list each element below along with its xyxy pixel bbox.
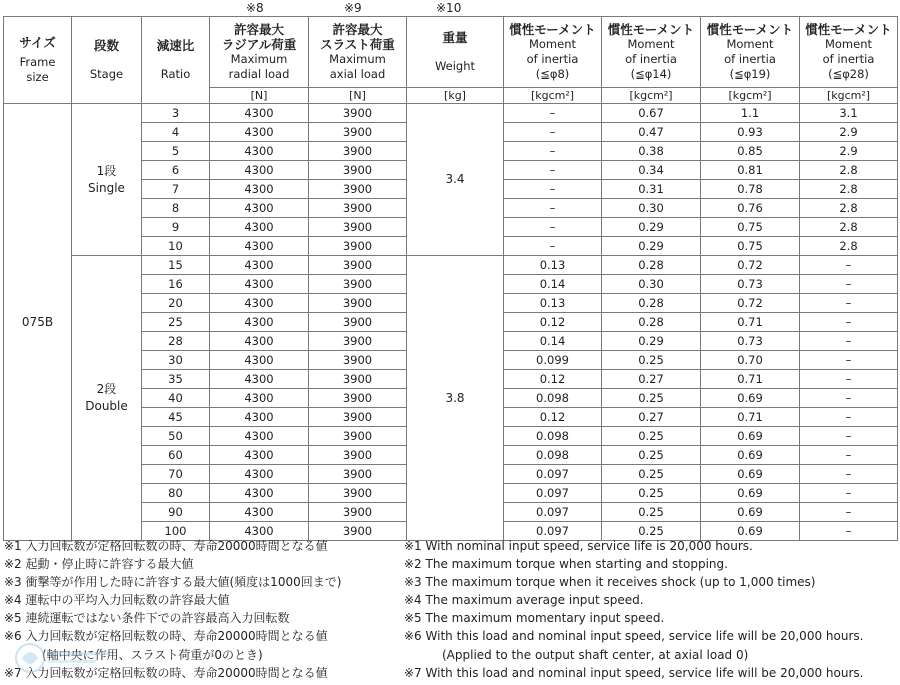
inertia-19-cell: 0.69 (701, 465, 800, 484)
radial-load-cell: 4300 (210, 161, 309, 180)
col-ratio: 減速比 Ratio (142, 17, 210, 104)
ratio-cell: 4 (142, 123, 210, 142)
note-jp-6-sub: (軸中央に作用、スラスト荷重が0のとき) (42, 647, 263, 662)
note-en-6: ※6 With this load and nominal input speed, service life will be 20,000 hours. (404, 629, 864, 644)
radial-load-cell: 4300 (210, 104, 309, 123)
note-jp-4: ※4 運転中の平均入力回転数の許容最大値 (4, 593, 230, 608)
inertia-28-cell: – (800, 275, 898, 294)
inertia-28-cell: – (800, 351, 898, 370)
inertia-14-cell: 0.28 (602, 313, 701, 332)
inertia-8-cell: 0.097 (504, 503, 602, 522)
inertia-28-cell: – (800, 256, 898, 275)
inertia-14-cell: 0.34 (602, 161, 701, 180)
spec-table (3, 16, 898, 541)
inertia-14-cell: 0.28 (602, 294, 701, 313)
inertia-8-cell: 0.098 (504, 446, 602, 465)
stage-jp: 1段 (96, 163, 117, 178)
inertia-8-cell: – (504, 199, 602, 218)
inertia-14-cell: 0.27 (602, 408, 701, 427)
inertia-28-cell: – (800, 313, 898, 332)
inertia-19-cell: 0.78 (701, 180, 800, 199)
unit-weight: [kg] (407, 88, 504, 104)
note-jp-2: ※2 起動・停止時に許容する最大値 (4, 557, 194, 572)
note-en-3: ※3 The maximum torque when it receives shock (up to 1,000 times) (404, 575, 816, 590)
inertia-8-cell: 0.097 (504, 522, 602, 541)
inertia-28-cell: – (800, 389, 898, 408)
inertia-8-cell: – (504, 142, 602, 161)
axial-load-cell: 3900 (309, 408, 407, 427)
note-jp-7: ※7 入力回転数が定格回転数の時、寿命20000時間となる値 (4, 665, 328, 680)
ratio-cell: 70 (142, 465, 210, 484)
stage-en: Single (88, 180, 125, 195)
unit-radial: [N] (210, 88, 309, 104)
radial-load-cell: 4300 (210, 180, 309, 199)
inertia-14-cell: 0.25 (602, 389, 701, 408)
inertia-8-cell: 0.14 (504, 275, 602, 294)
weight-cell: 3.8 (407, 256, 504, 541)
inertia-14-cell: 0.47 (602, 123, 701, 142)
table-row (4, 256, 898, 275)
radial-load-cell: 4300 (210, 522, 309, 541)
inertia-19-cell: 0.71 (701, 370, 800, 389)
inertia-28-cell: 2.8 (800, 237, 898, 256)
stage-en: Double (85, 399, 128, 413)
inertia-8-cell: – (504, 237, 602, 256)
radial-load-cell: 4300 (210, 332, 309, 351)
inertia-28-cell: 2.8 (800, 199, 898, 218)
inertia-28-cell: 2.8 (800, 218, 898, 237)
ratio-cell: 5 (142, 142, 210, 161)
note-ref-8: ※8 (246, 1, 264, 15)
axial-load-cell: 3900 (309, 275, 407, 294)
ratio-cell: 30 (142, 351, 210, 370)
inertia-14-cell: 0.28 (602, 256, 701, 275)
inertia-19-cell: 0.81 (701, 161, 800, 180)
axial-load-cell: 3900 (309, 142, 407, 161)
inertia-8-cell: 0.14 (504, 332, 602, 351)
axial-load-cell: 3900 (309, 237, 407, 256)
inertia-14-cell: 0.25 (602, 503, 701, 522)
note-jp-1: ※1 入力回転数が定格回転数の時、寿命20000時間となる値 (4, 539, 328, 553)
inertia-8-cell: 0.099 (504, 351, 602, 370)
inertia-14-cell: 0.27 (602, 370, 701, 389)
inertia-14-cell: 0.67 (602, 104, 701, 123)
radial-load-cell: 4300 (210, 237, 309, 256)
ratio-cell: 3 (142, 104, 210, 123)
inertia-19-cell: 0.85 (701, 142, 800, 161)
inertia-14-cell: 0.31 (602, 180, 701, 199)
axial-load-cell: 3900 (309, 313, 407, 332)
note-en-1: ※1 With nominal input speed, service life is 20,000 hours. (404, 539, 753, 553)
stage-jp: 2段 (96, 382, 117, 396)
inertia-8-cell: – (504, 161, 602, 180)
axial-load-cell: 3900 (309, 389, 407, 408)
axial-load-cell: 3900 (309, 332, 407, 351)
inertia-28-cell: 3.1 (800, 104, 898, 123)
note-jp-5: ※5 連続運転ではない条件下での許容最高入力回転数 (4, 611, 290, 626)
radial-load-cell: 4300 (210, 199, 309, 218)
ratio-cell: 40 (142, 389, 210, 408)
inertia-8-cell: – (504, 123, 602, 142)
unit-axial: [N] (309, 88, 407, 104)
stage-cell (72, 256, 142, 541)
note-en-2: ※2 The maximum torque when starting and stopping. (404, 557, 728, 572)
inertia-28-cell: – (800, 294, 898, 313)
radial-load-cell: 4300 (210, 218, 309, 237)
inertia-28-cell: – (800, 465, 898, 484)
inertia-8-cell: – (504, 180, 602, 199)
inertia-14-cell: 0.25 (602, 427, 701, 446)
axial-load-cell: 3900 (309, 199, 407, 218)
inertia-19-cell: 0.69 (701, 484, 800, 503)
col-frame-size: サイズ Frame size (4, 17, 72, 104)
inertia-28-cell: 2.8 (800, 180, 898, 199)
ratio-cell: 16 (142, 275, 210, 294)
note-jp-6: ※6 入力回転数が定格回転数の時、寿命20000時間となる値 (4, 629, 328, 644)
inertia-8-cell: – (504, 104, 602, 123)
note-en-5: ※5 The maximum momentary input speed. (404, 611, 665, 626)
radial-load-cell: 4300 (210, 370, 309, 389)
unit-inertia-14: [kgcm²] (602, 88, 701, 104)
radial-load-cell: 4300 (210, 313, 309, 332)
col-stage: 段数 Stage (72, 17, 142, 104)
col-inertia-19: 慣性モーメント Moment of inertia (≦φ19) (701, 17, 800, 88)
axial-load-cell: 3900 (309, 370, 407, 389)
inertia-19-cell: 0.70 (701, 351, 800, 370)
inertia-19-cell: 0.73 (701, 332, 800, 351)
inertia-28-cell: 2.8 (800, 161, 898, 180)
axial-load-cell: 3900 (309, 465, 407, 484)
axial-load-cell: 3900 (309, 104, 407, 123)
radial-load-cell: 4300 (210, 389, 309, 408)
axial-load-cell: 3900 (309, 218, 407, 237)
inertia-14-cell: 0.29 (602, 332, 701, 351)
radial-load-cell: 4300 (210, 123, 309, 142)
inertia-19-cell: 0.73 (701, 275, 800, 294)
radial-load-cell: 4300 (210, 275, 309, 294)
inertia-19-cell: 0.76 (701, 199, 800, 218)
inertia-19-cell: 0.69 (701, 446, 800, 465)
axial-load-cell: 3900 (309, 351, 407, 370)
radial-load-cell: 4300 (210, 142, 309, 161)
unit-inertia-8: [kgcm²] (504, 88, 602, 104)
axial-load-cell: 3900 (309, 180, 407, 199)
unit-inertia-28: [kgcm²] (800, 88, 898, 104)
stage-cell (72, 104, 142, 256)
inertia-14-cell: 0.29 (602, 218, 701, 237)
table-header (4, 17, 898, 104)
inertia-28-cell: – (800, 332, 898, 351)
table-row (4, 104, 898, 123)
axial-load-cell: 3900 (309, 294, 407, 313)
ratio-cell: 35 (142, 370, 210, 389)
inertia-14-cell: 0.25 (602, 446, 701, 465)
inertia-14-cell: 0.30 (602, 199, 701, 218)
inertia-19-cell: 0.69 (701, 389, 800, 408)
note-ref-9: ※9 (344, 1, 362, 15)
ratio-cell: 80 (142, 484, 210, 503)
inertia-8-cell: 0.098 (504, 389, 602, 408)
ratio-cell: 8 (142, 199, 210, 218)
col-inertia-14: 慣性モーメント Moment of inertia (≦φ14) (602, 17, 701, 88)
ratio-cell: 25 (142, 313, 210, 332)
table-body (4, 104, 898, 541)
note-en-4: ※4 The maximum average input speed. (404, 593, 644, 608)
axial-load-cell: 3900 (309, 503, 407, 522)
ratio-cell: 28 (142, 332, 210, 351)
inertia-8-cell: 0.097 (504, 465, 602, 484)
inertia-28-cell: – (800, 484, 898, 503)
inertia-19-cell: 0.72 (701, 294, 800, 313)
inertia-8-cell: 0.13 (504, 256, 602, 275)
radial-load-cell: 4300 (210, 294, 309, 313)
axial-load-cell: 3900 (309, 256, 407, 275)
inertia-19-cell: 0.69 (701, 427, 800, 446)
axial-load-cell: 3900 (309, 161, 407, 180)
inertia-28-cell: 2.9 (800, 142, 898, 161)
col-radial-load: 許容最大 ラジアル荷重 Maximum radial load (210, 17, 309, 88)
inertia-19-cell: 0.75 (701, 237, 800, 256)
inertia-19-cell: 0.71 (701, 313, 800, 332)
inertia-14-cell: 0.38 (602, 142, 701, 161)
col-axial-load: 許容最大 スラスト荷重 Maximum axial load (309, 17, 407, 88)
axial-load-cell: 3900 (309, 446, 407, 465)
col-inertia-28: 慣性モーメント Moment of inertia (≦φ28) (800, 17, 898, 88)
inertia-14-cell: 0.25 (602, 522, 701, 541)
note-jp-3: ※3 衝撃等が作用した時に許容する最大値(頻度は1000回まで) (4, 575, 342, 590)
notes-english (404, 537, 863, 682)
radial-load-cell: 4300 (210, 446, 309, 465)
radial-load-cell: 4300 (210, 256, 309, 275)
inertia-19-cell: 0.72 (701, 256, 800, 275)
inertia-19-cell: 0.69 (701, 503, 800, 522)
axial-load-cell: 3900 (309, 427, 407, 446)
inertia-14-cell: 0.29 (602, 237, 701, 256)
inertia-28-cell: – (800, 446, 898, 465)
ratio-cell: 10 (142, 237, 210, 256)
inertia-14-cell: 0.30 (602, 275, 701, 294)
radial-load-cell: 4300 (210, 427, 309, 446)
ratio-cell: 100 (142, 522, 210, 541)
ratio-cell: 6 (142, 161, 210, 180)
inertia-8-cell: 0.12 (504, 408, 602, 427)
inertia-28-cell: 2.9 (800, 123, 898, 142)
col-weight: 重量 Weight (407, 17, 504, 88)
inertia-8-cell: 0.12 (504, 313, 602, 332)
radial-load-cell: 4300 (210, 484, 309, 503)
axial-load-cell: 3900 (309, 522, 407, 541)
inertia-19-cell: 0.93 (701, 123, 800, 142)
axial-load-cell: 3900 (309, 484, 407, 503)
ratio-cell: 15 (142, 256, 210, 275)
axial-load-cell: 3900 (309, 123, 407, 142)
inertia-14-cell: 0.25 (602, 465, 701, 484)
inertia-19-cell: 0.75 (701, 218, 800, 237)
inertia-8-cell: 0.12 (504, 370, 602, 389)
note-en-6-sub: (Applied to the output shaft center, at axial load 0) (442, 647, 749, 662)
radial-load-cell: 4300 (210, 351, 309, 370)
inertia-14-cell: 0.25 (602, 484, 701, 503)
top-note-row (0, 0, 900, 16)
ratio-cell: 45 (142, 408, 210, 427)
frame-size-cell: 075B (4, 104, 72, 541)
ratio-cell: 7 (142, 180, 210, 199)
inertia-28-cell: – (800, 503, 898, 522)
inertia-8-cell: 0.097 (504, 484, 602, 503)
inertia-28-cell: – (800, 408, 898, 427)
inertia-19-cell: 0.69 (701, 522, 800, 541)
inertia-28-cell: – (800, 522, 898, 541)
inertia-19-cell: 0.71 (701, 408, 800, 427)
ratio-cell: 20 (142, 294, 210, 313)
note-ref-10: ※10 (436, 1, 462, 15)
inertia-28-cell: – (800, 427, 898, 446)
radial-load-cell: 4300 (210, 465, 309, 484)
col-inertia-8: 慣性モーメント Moment of inertia (≦φ8) (504, 17, 602, 88)
inertia-19-cell: 1.1 (701, 104, 800, 123)
ratio-cell: 9 (142, 218, 210, 237)
inertia-14-cell: 0.25 (602, 351, 701, 370)
note-en-7: ※7 With this load and nominal input speed, service life will be 20,000 hours. (404, 665, 864, 680)
inertia-8-cell: 0.098 (504, 427, 602, 446)
ratio-cell: 50 (142, 427, 210, 446)
ratio-cell: 60 (142, 446, 210, 465)
inertia-8-cell: 0.13 (504, 294, 602, 313)
inertia-28-cell: – (800, 370, 898, 389)
inertia-8-cell: – (504, 218, 602, 237)
ratio-cell: 90 (142, 503, 210, 522)
weight-cell: 3.4 (407, 104, 504, 256)
watermark-logo-icon (10, 636, 120, 682)
radial-load-cell: 4300 (210, 408, 309, 427)
unit-inertia-19: [kgcm²] (701, 88, 800, 104)
radial-load-cell: 4300 (210, 503, 309, 522)
